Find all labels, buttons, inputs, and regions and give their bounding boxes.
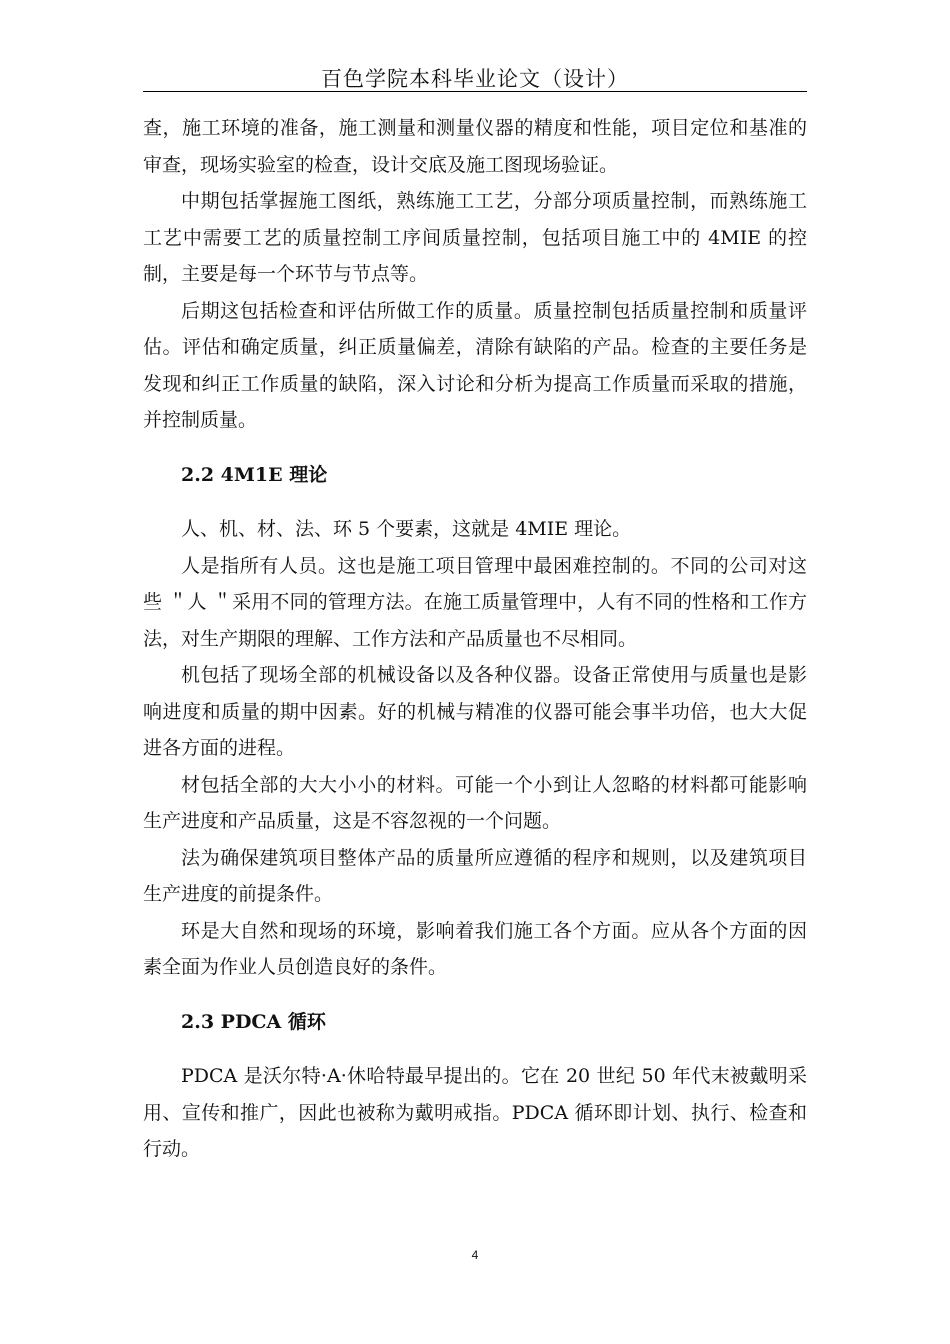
- paragraph-machine: 机包括了现场全部的机械设备以及各种仪器。设备正常使用与质量也是影响进度和质量的期中因素。好的机械与精准的仪器可能会事半功倍，也大大促进各方面的进程。: [143, 664, 807, 759]
- paragraph-pdca: PDCA 是沃尔特·A·休哈特最早提出的。它在 20 世纪 50 年代末被戴明采用、宣传和推广，因此也被称为戴明戒指。PDCA 循环即计划、执行、检查和行动。: [143, 1065, 807, 1160]
- paragraph-continuation: 查，施工环境的准备，施工测量和测量仪器的精度和性能，项目定位和基准的审查，现场实验室的检查，设计交底及施工图现场验证。: [143, 117, 807, 176]
- page-number: 4: [471, 1248, 479, 1262]
- section-heading-2-2: 2.2 4M1E 理论: [181, 463, 328, 486]
- paragraph-middle-stage: 中期包括掌握施工图纸，熟练施工工艺，分部分项质量控制，而熟练施工工艺中需要工艺的质量控制工序间质量控制，包括项目施工中的 4MIE 的控制，主要是每一个环节与节点等。: [143, 190, 807, 285]
- paragraph-material: 材包括全部的大大小小的材料。可能一个小到让人忽略的材料都可能影响生产进度和产品质量，这是不容忽视的一个问题。: [143, 773, 807, 832]
- page-header-title: 百色学院本科毕业论文（设计）: [321, 67, 629, 91]
- paragraph-method: 法为确保建筑项目整体产品的质量所应遵循的程序和规则，以及建筑项目生产进度的前提条件。: [143, 846, 807, 905]
- paragraph-environment: 环是大自然和现场的环境，影响着我们施工各个方面。应从各个方面的因素全面为作业人员创造良好的条件。: [143, 919, 807, 978]
- paragraph-late-stage: 后期这包括检查和评估所做工作的质量。质量控制包括质量控制和质量评估。评估和确定质量，纠正质量偏差，清除有缺陷的产品。检查的主要任务是发现和纠正工作质量的缺陷，深入讨论和分析为提高工作质量而采取的措施，并控制质量。: [143, 299, 807, 431]
- paragraph-4m1e-intro: 人、机、材、法、环 5 个要素，这就是 4MIE 理论。: [181, 518, 632, 540]
- header-divider: [143, 91, 807, 92]
- document-body: [143, 110, 807, 1168]
- section-heading-2-3: 2.3 PDCA 循环: [181, 1010, 326, 1033]
- paragraph-people: 人是指所有人员。这也是施工项目管理中最困难控制的。不同的公司对这些 ＂人 ＂采用不同的管理方法。在施工质量管理中，人有不同的性格和工作方法，对生产期限的理解、工作方法和产品质量也不尽相同。: [143, 554, 807, 650]
